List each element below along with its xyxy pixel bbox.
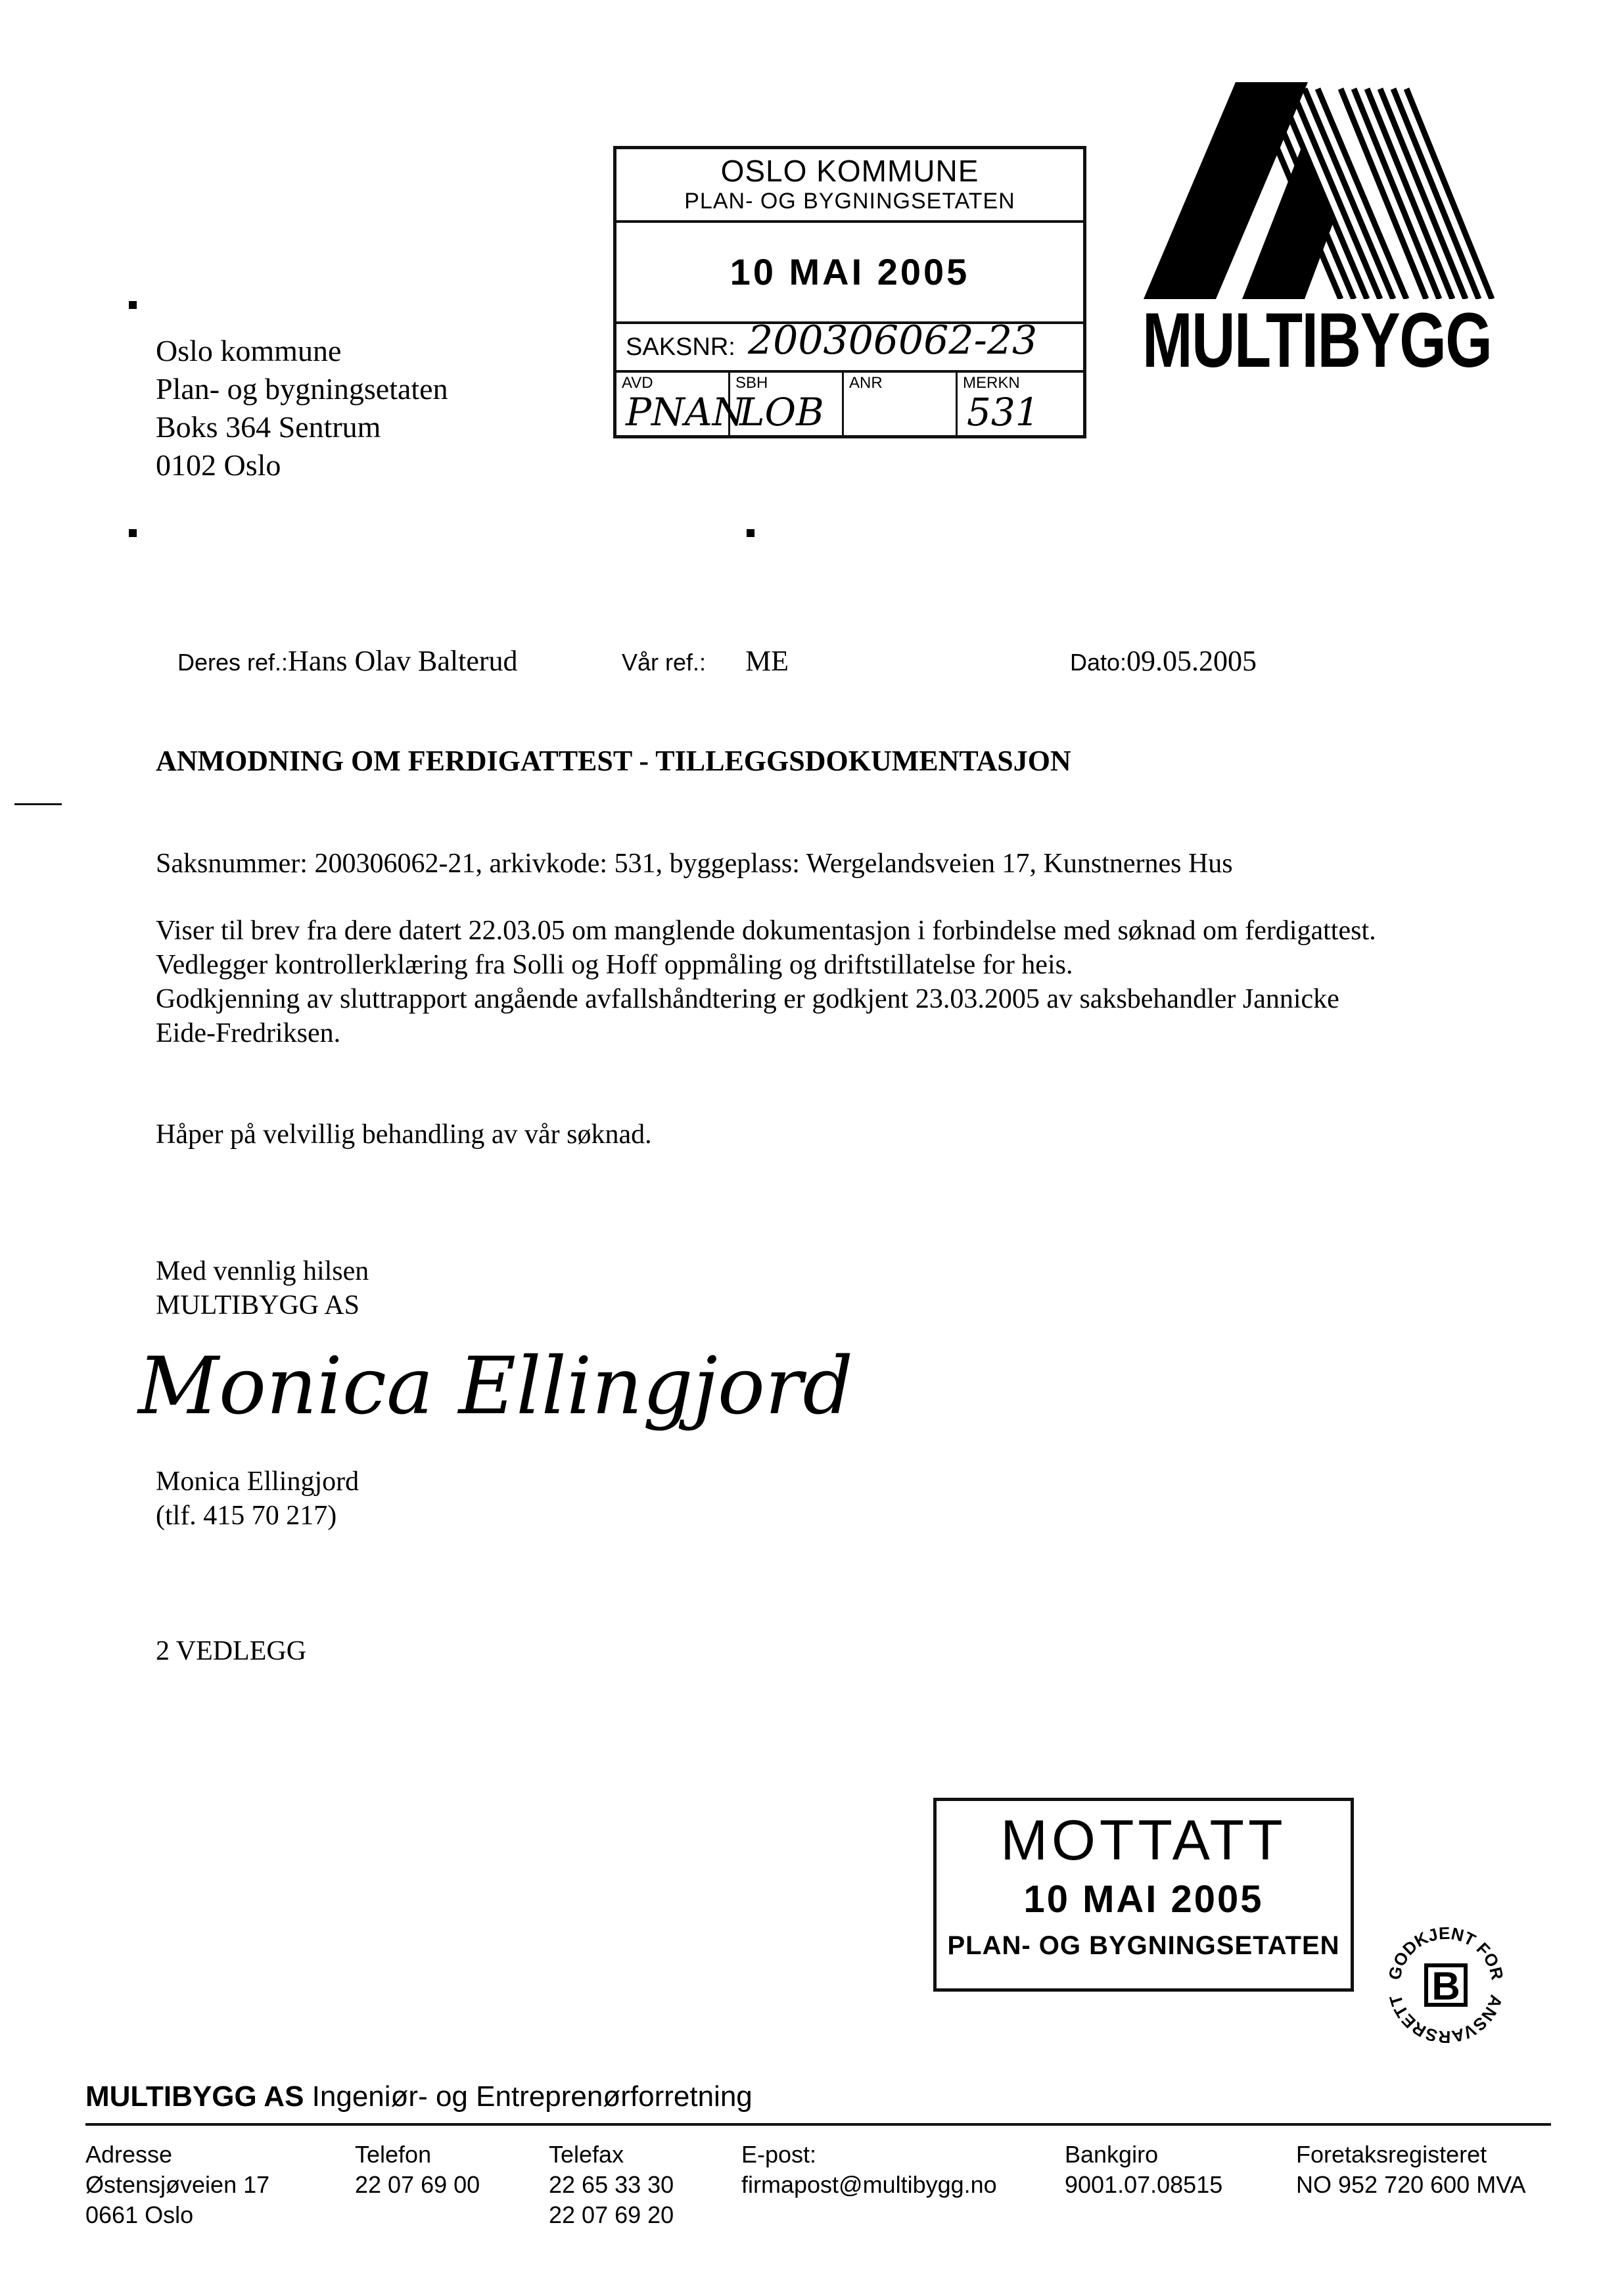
stamp-date: 10 MAI 2005 [616,223,1083,324]
footer-line: 22 07 69 20 [549,2201,674,2228]
mottatt-dept: PLAN- OG BYGNINGSETATEN [947,1931,1340,1960]
stamp-dept: PLAN- OG BYGNINGSETATEN [684,189,1015,214]
footer-heading: Foretaksregisteret [1296,2141,1487,2168]
footer-email[interactable]: firmapost@multibygg.no [741,2171,997,2198]
footer-line: NO 952 720 600 MVA [1296,2171,1526,2198]
cell-label: MERKN [963,374,1020,392]
footer-line: 0661 Oslo [85,2201,194,2228]
mottatt-title: MOTTATT [1000,1809,1287,1872]
var-ref-value: ME [745,645,789,677]
footer-company-name: MULTIBYGG AS [85,2080,304,2113]
footer-col-registry [1296,2140,1526,2200]
godkjent-seal-icon [1380,1919,1512,2051]
recipient-line: Oslo kommune [156,334,342,367]
signer-phone: (tlf. 415 70 217) [156,1501,337,1531]
footer-col-fax [549,2140,674,2230]
date-value: 09.05.2005 [1126,645,1257,677]
signer [156,1464,359,1533]
cell-label: AVD [622,374,653,392]
recipient-line: Boks 364 Sentrum [156,410,381,444]
seal-top-text: GODKJENT FOR [1384,1923,1508,1982]
signer-name: Monica Ellingjord [156,1466,360,1497]
footer-line: 9001.07.08515 [1065,2171,1223,2198]
footer-heading: Bankgiro [1065,2141,1159,2168]
logo-wordmark: MULTIBYGG [1142,297,1492,384]
footer-line: 22 65 33 30 [549,2171,674,2198]
footer-tagline: Ingeniør- og Entreprenørforretning [312,2080,753,2113]
stamp-cell-avd [616,373,746,436]
recipient-line: Plan- og bygningsetaten [156,372,448,406]
scan-dot [747,529,754,537]
paragraph: Viser til brev fra dere datert 22.03.05 om manglende dokumentasjon i forbindelse med søknad om ferdigattest. [156,916,1376,946]
footer-line: 22 07 69 00 [355,2171,480,2198]
cell-value: LOB [739,390,824,434]
mottatt-stamp [933,1798,1354,1992]
greeting: Med vennlig hilsen [156,1256,369,1286]
deres-ref-value: Hans Olav Balterud [288,645,518,677]
margin-mark [14,803,62,805]
footer-divider [85,2123,1551,2126]
saksnr-value: 200306062-23 [748,317,1038,363]
footer-col-email [741,2140,997,2200]
seal-bottom-text: ANSVARSRETT [1385,1992,1507,2048]
mottatt-date: 10 MAI 2005 [1023,1878,1264,1921]
date-label: Dato: [1070,649,1127,676]
case-line: Saksnummer: 200306062-21, arkivkode: 531, byggeplass: Wergelandsveien 17, Kunstnernes Hus [156,849,1233,879]
closing [156,1254,369,1323]
stamp-org: OSLO KOMMUNE [720,154,979,188]
recipient-address [156,332,448,484]
letter-body [156,914,1404,1050]
received-stamp [613,146,1086,438]
footer-heading: Adresse [85,2141,173,2168]
saksnr-label: SAKSNR: [626,333,735,361]
var-ref [622,644,789,678]
footer-line: Østensjøveien 17 [85,2171,270,2198]
letter-title: ANMODNING OM FERDIGATTEST - TILLEGGSDOKUMENTASJON [156,745,1071,777]
signature: Monica Ellingjord [138,1341,854,1432]
var-ref-label: Vår ref.: [622,649,707,676]
company-sign: MULTIBYGG AS [156,1290,360,1321]
recipient-line: 0102 Oslo [156,448,281,482]
cell-label: ANR [849,374,883,392]
paragraph: Godkjenning av sluttrapport angående avfallshåndtering er godkjent 23.03.2005 av saksbehandler Jannicke Eide-Fredriksen. [156,984,1339,1048]
cell-label: SBH [735,374,768,392]
footer-heading: Telefon [355,2141,432,2168]
footer-col-address [85,2140,269,2230]
closing-note: Håper på velvillig behandling av vår søknad. [156,1119,652,1150]
footer-heading: E-post: [741,2141,817,2168]
multibygg-logo-icon [1144,82,1512,299]
stamp-cell-anr [844,373,958,436]
stamp-cell-merkn [958,373,1083,436]
seal-letter: B [1431,1964,1460,2008]
cell-value: 531 [967,390,1040,434]
footer-heading: Telefax [549,2141,624,2168]
cell-value: PNAN [626,390,746,434]
deres-ref [177,644,518,678]
paragraph: Vedlegger kontrollerklæring fra Solli og Hoff oppmåling og driftstillatelse for heis. [156,950,1073,980]
footer-company [85,2080,753,2113]
scan-dot [129,301,137,309]
deres-ref-label: Deres ref.: [177,649,289,676]
footer-col-bankgiro [1065,2140,1222,2200]
attachments: 2 VEDLEGG [156,1636,307,1666]
scan-dot [129,529,137,537]
footer-col-phone [355,2140,480,2200]
stamp-cell-sbh [730,373,844,436]
date-ref [1070,644,1257,678]
